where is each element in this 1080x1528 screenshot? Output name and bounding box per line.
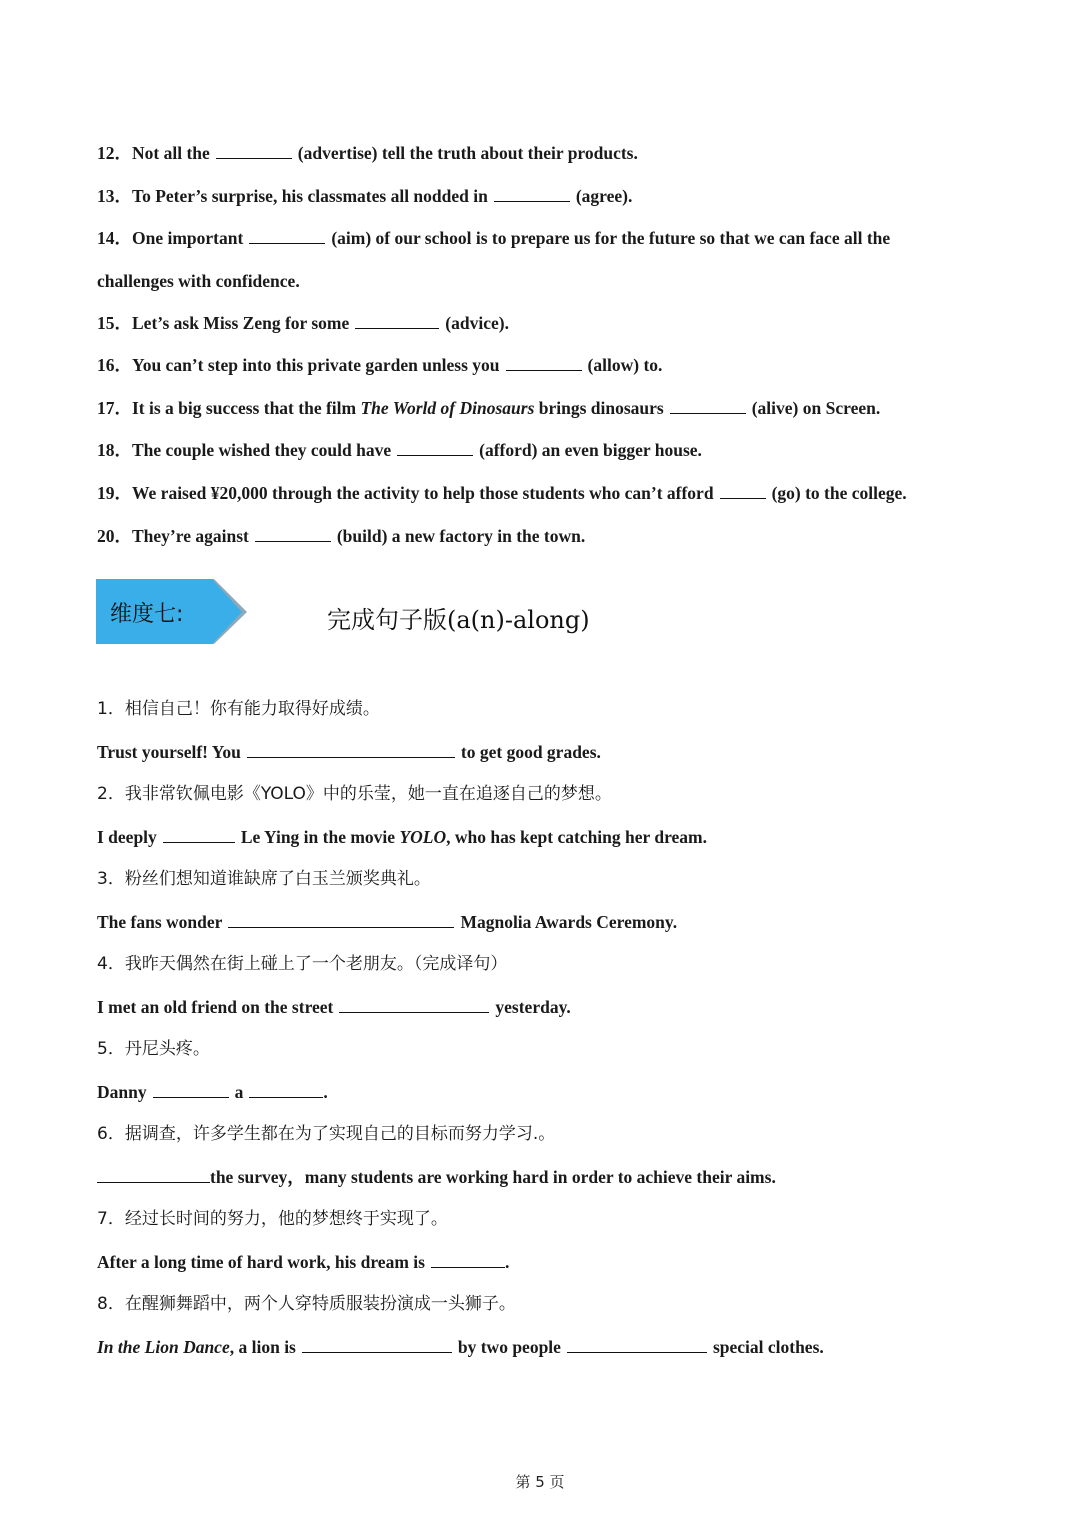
sentence-5-chinese: 5．丹尼头疼。 <box>97 1039 210 1059</box>
question-14-cont: challenges with confidence. <box>97 271 300 291</box>
sentence-1-english: Trust yourself! You to get good grades. <box>97 742 601 762</box>
sentence-2-english: I deeply Le Ying in the movie YOLO, who has kept catching her dream. <box>97 827 708 847</box>
answer-blank[interactable] <box>720 482 766 499</box>
answer-blank[interactable] <box>506 354 582 371</box>
question-18: 18．The couple wished they could have (afford) an even bigger house. <box>97 440 702 460</box>
answer-blank[interactable] <box>255 525 331 542</box>
answer-blank[interactable] <box>247 741 455 758</box>
answer-blank[interactable] <box>163 826 235 843</box>
answer-blank[interactable] <box>216 142 292 159</box>
section-label: 维度七: <box>110 602 184 627</box>
sentence-3-chinese: 3．粉丝们想知道谁缺席了白玉兰颁奖典礼。 <box>97 869 431 889</box>
question-12: 12．Not all the (advertise) tell the truth about their products. <box>97 143 638 163</box>
sentence-2-chinese: 2．我非常钦佩电影《YOLO》中的乐莹，她一直在追逐自己的梦想。 <box>97 784 612 804</box>
answer-blank[interactable] <box>249 1081 323 1098</box>
answer-blank[interactable] <box>302 1336 452 1353</box>
answer-blank[interactable] <box>670 397 746 414</box>
sentence-4-chinese: 4．我昨天偶然在街上碰上了一个老朋友。（完成译句） <box>97 954 508 974</box>
sentence-6-chinese: 6．据调查，许多学生都在为了实现自己的目标而努力学习.。 <box>97 1124 556 1144</box>
answer-blank[interactable] <box>355 312 439 329</box>
question-19: 19．We raised ¥20,000 through the activity to help those students who can’t afford (go) to the college. <box>97 483 907 503</box>
question-15: 15．Let’s ask Miss Zeng for some (advice). <box>97 313 509 333</box>
sentence-6-english: the survey，many students are working hard in order to achieve their aims. <box>97 1166 776 1188</box>
answer-blank[interactable] <box>494 185 570 202</box>
page-number: 第 5 页 <box>515 1473 565 1491</box>
sentence-8-english: In the Lion Dance, a lion is by two people special clothes. <box>97 1337 824 1357</box>
sentence-8-chinese: 8．在醒狮舞蹈中，两个人穿特质服装扮演成一头狮子。 <box>97 1294 516 1314</box>
question-14: 14．One important (aim) of our school is to prepare us for the future so that we can face all the <box>97 228 891 248</box>
answer-blank[interactable] <box>153 1081 229 1098</box>
sentence-3-english: The fans wonder Magnolia Awards Ceremony. <box>97 912 678 932</box>
section-title: 完成句子版(a(n)-along) <box>327 606 590 634</box>
answer-blank[interactable] <box>228 911 454 928</box>
question-20: 20．They’re against (build) a new factory in the town. <box>97 526 586 546</box>
answer-blank[interactable] <box>97 1166 210 1183</box>
section-banner <box>96 579 246 644</box>
question-13: 13．To Peter’s surprise, his classmates all nodded in (agree). <box>97 186 633 206</box>
sentence-7-chinese: 7．经过长时间的努力，他的梦想终于实现了。 <box>97 1209 448 1229</box>
answer-blank[interactable] <box>567 1336 707 1353</box>
answer-blank[interactable] <box>249 227 325 244</box>
question-17: 17．It is a big success that the film The World of Dinosaurs brings dinosaurs (alive) on Screen. <box>97 398 881 418</box>
sentence-1-chinese: 1．相信自己！你有能力取得好成绩。 <box>97 699 380 719</box>
answer-blank[interactable] <box>339 996 489 1013</box>
sentence-4-english: I met an old friend on the street yesterday. <box>97 997 571 1017</box>
answer-blank[interactable] <box>397 439 473 456</box>
sentence-7-english: After a long time of hard work, his dream is . <box>97 1252 510 1272</box>
question-16: 16．You can’t step into this private garden unless you (allow) to. <box>97 355 663 375</box>
answer-blank[interactable] <box>431 1251 505 1268</box>
sentence-5-english: Danny a . <box>97 1082 328 1102</box>
